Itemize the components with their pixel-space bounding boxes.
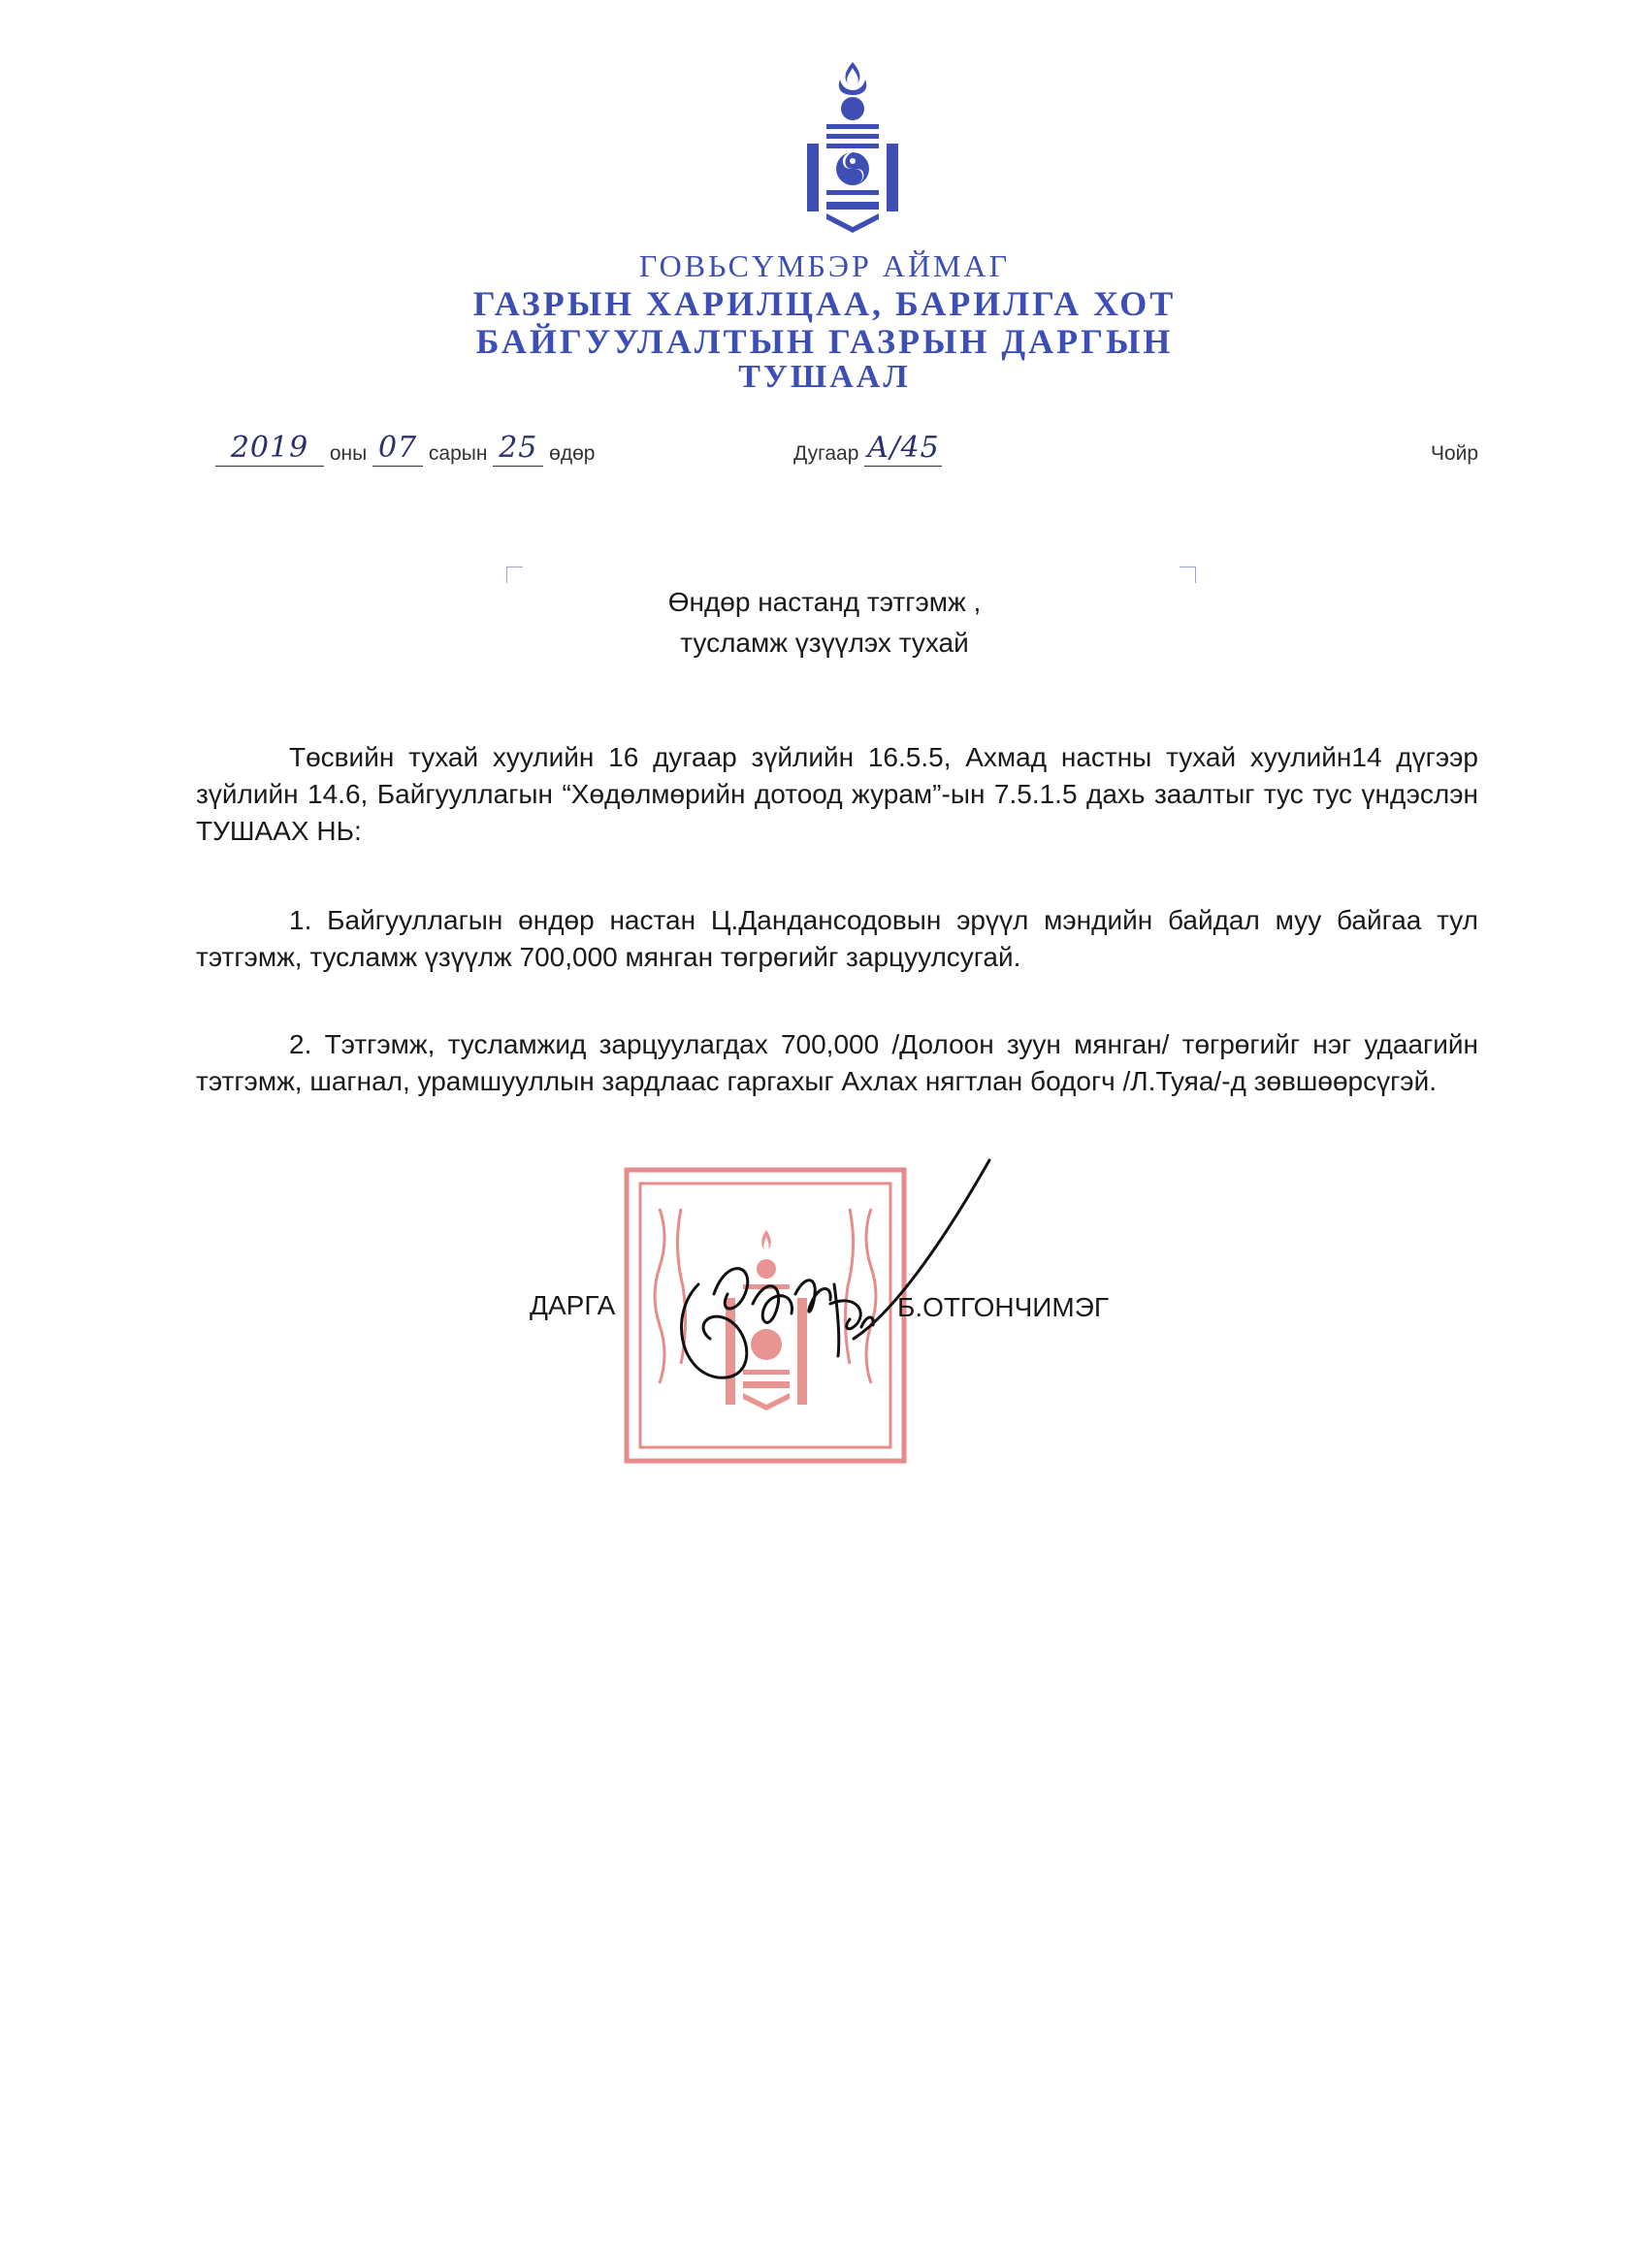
organization-name-line1: ГАЗРЫН ХАРИЛЦАА, БАРИЛГА ХОТ [472,284,1177,323]
subject-line2: тусламж үзүүлэх тухай [680,628,969,658]
day-suffix: өдөр [549,442,596,465]
order-item-1 [196,902,1478,976]
preamble-text: Төсвийн тухай хуулийн 16 дугаар зүйлийн 16.5.5, Ахмад настны тухай хуулийн14 дүгээр зүйлийн 14.6, Байгууллагын “Хөдөлмөрийн дотоод журам”-ын 7.5.1.5 дахь заалтыг тус тус үндэслэн ТУШААХ НЬ: [196,742,1478,846]
number-handwritten: А/45 [866,431,940,465]
aimag-name: ГОВЬСҮМБЭР АЙМАГ [638,248,1011,283]
order-subject [0,582,1649,664]
day-handwritten: 25 [499,431,538,465]
subject-bracket-right [1180,567,1196,583]
year-handwritten: 2019 [230,431,309,465]
month-handwritten: 07 [377,431,418,465]
year-blank [215,431,324,467]
subject-bracket-left [506,567,523,583]
order-item-1-text: 1. Байгууллагын өндөр настан Ц.Дандансодовын эрүүл мэндийн байдал муу байгаа тул тэтгэмж, тусламж үзүүлж 700,000 мянган төгрөгийг зарцуулсугай. [196,905,1478,972]
soyombo-emblem-icon [797,60,908,233]
signer-role: ДАРГА [530,1290,616,1320]
day-blank [493,431,543,467]
year-suffix: оны [329,442,368,465]
number-line [793,431,942,467]
signer-name: Б.ОТГОНЧИМЭГ [897,1292,1110,1322]
place-name: Чойр [1431,442,1479,465]
month-blank [372,431,423,467]
subject-line1: Өндөр настанд тэтгэмж , [667,587,982,617]
order-item-2 [196,1026,1478,1100]
document-type: ТУШААЛ [738,359,911,395]
number-label: Дугаар [793,442,859,465]
organization-name [0,285,1649,361]
number-blank [864,431,942,467]
order-item-2-text: 2. Тэтгэмж, тусламжид зарцуулагдах 700,000 /Долоон зуун мянган/ төгрөгийг нэг удаагийн тэтгэмж, шагнал, урамшууллын зардлаас гаргахыг Ахлах нягтлан бодогч /Л.Туяа/-д зөвшөөрсүгэй. [196,1029,1478,1096]
organization-name-line2: БАЙГУУЛАЛТЫН ГАЗРЫН ДАРГЫН [475,322,1174,361]
month-suffix: сарын [428,442,488,465]
preamble-paragraph [196,739,1478,850]
handwritten-signature [660,1149,1009,1401]
date-line [215,431,596,467]
